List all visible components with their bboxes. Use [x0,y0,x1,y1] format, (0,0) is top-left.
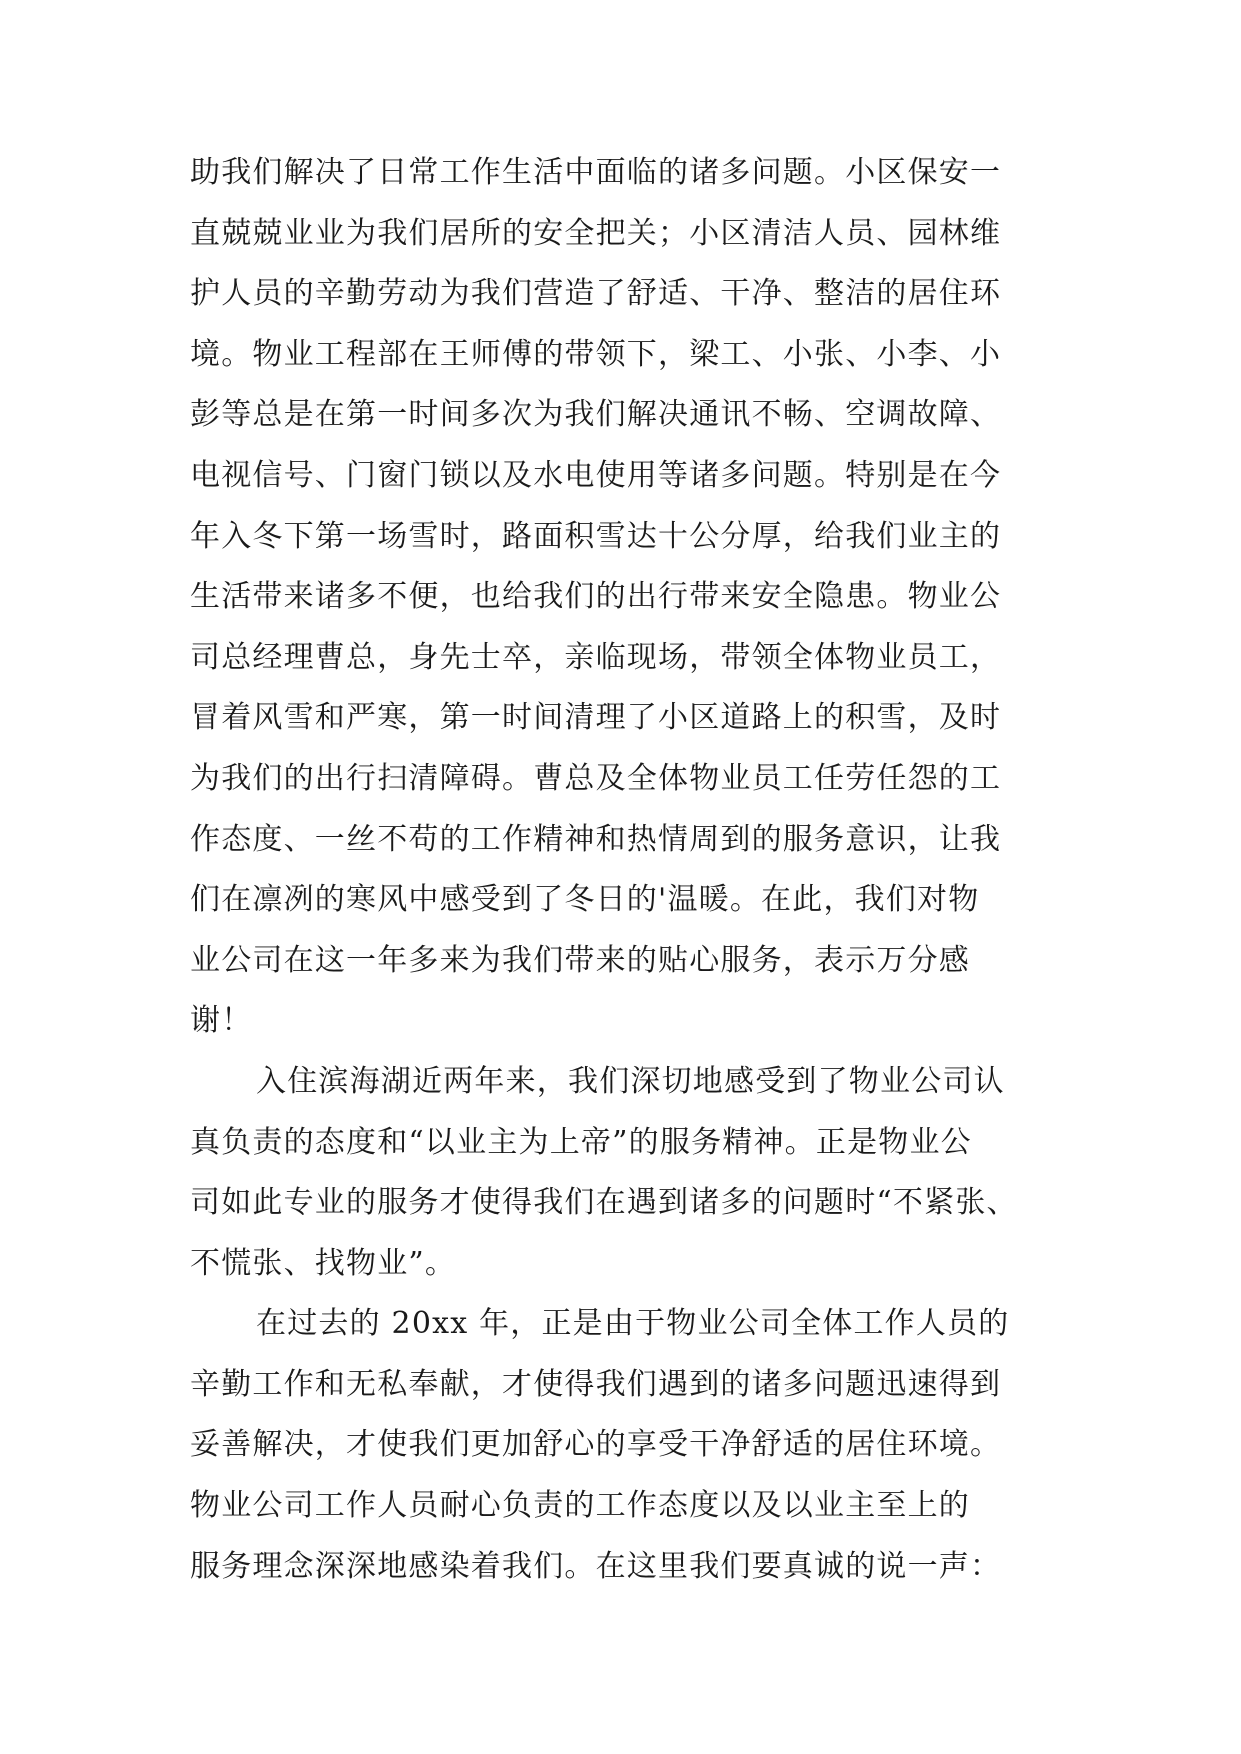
text-line: 护人员的辛勤劳动为我们营造了舒适、干净、整洁的居住环 [190,276,1002,312]
text-line: 助我们解决了日常工作生活中面临的诸多问题。小区保安一 [190,155,1002,190]
body-text [190,143,1070,1597]
text-line: 司总经理曹总，身先士卒，亲临现场，带领全体物业员工， [190,639,1002,675]
text-line: 为我们的出行扫清障碍。曹总及全体物业员工任劳任怨的工 [190,760,1002,796]
text-line: 们在凛冽的寒风中感受到了冬日的'温暖。在此，我们对物 [190,882,980,918]
text-line: 作态度、一丝不苟的工作精神和热情周到的服务意识，让我 [190,821,1002,857]
text-line: 电视信号、门窗门锁以及水电使用等诸多问题。特别是在今 [190,457,1002,493]
text-line: 冒着风雪和严寒，第一时间清理了小区道路上的积雪，及时 [190,700,1002,736]
text-line: 入住滨海湖近两年来，我们深切地感受到了物业公司认 [256,1063,1005,1099]
text-line: 直兢兢业业为我们居所的安全把关；小区清洁人员、园林维 [190,215,1002,251]
text-line: 生活带来诸多不便，也给我们的出行带来安全隐患。物业公 [190,579,1002,615]
text-line: 司如此专业的服务才使得我们在遇到诸多的问题时“不紧张、 [190,1185,1018,1221]
text-line: 年入冬下第一场雪时，路面积雪达十公分厚，给我们业主的 [190,518,1002,554]
text-line: 谢！ [190,1003,253,1039]
text-line: 在过去的 20xx 年，正是由于物业公司全体工作人员的 [256,1306,1010,1342]
text-line: 境。物业工程部在王师傅的带领下，梁工、小张、小李、小 [190,336,1002,372]
text-line: 彭等总是在第一时间多次为我们解决通讯不畅、空调故障、 [190,397,1002,433]
text-line: 物业公司工作人员耐心负责的工作态度以及以业主至上的 [190,1488,970,1524]
text-line: 辛勤工作和无私奉献，才使得我们遇到的诸多问题迅速得到 [190,1366,1002,1402]
text-line: 不慌张、找物业”。 [190,1245,457,1281]
text-line: 业公司在这一年多来为我们带来的贴心服务，表示万分感 [190,942,970,978]
text-line: 妥善解决，才使我们更加舒心的享受干净舒适的居住环境。 [190,1427,1002,1463]
text-line: 真负责的态度和“以业主为上帝”的服务精神。正是物业公 [190,1124,972,1160]
text-line: 服务理念深深地感染着我们。在这里我们要真诚的说一声： [190,1548,1002,1584]
